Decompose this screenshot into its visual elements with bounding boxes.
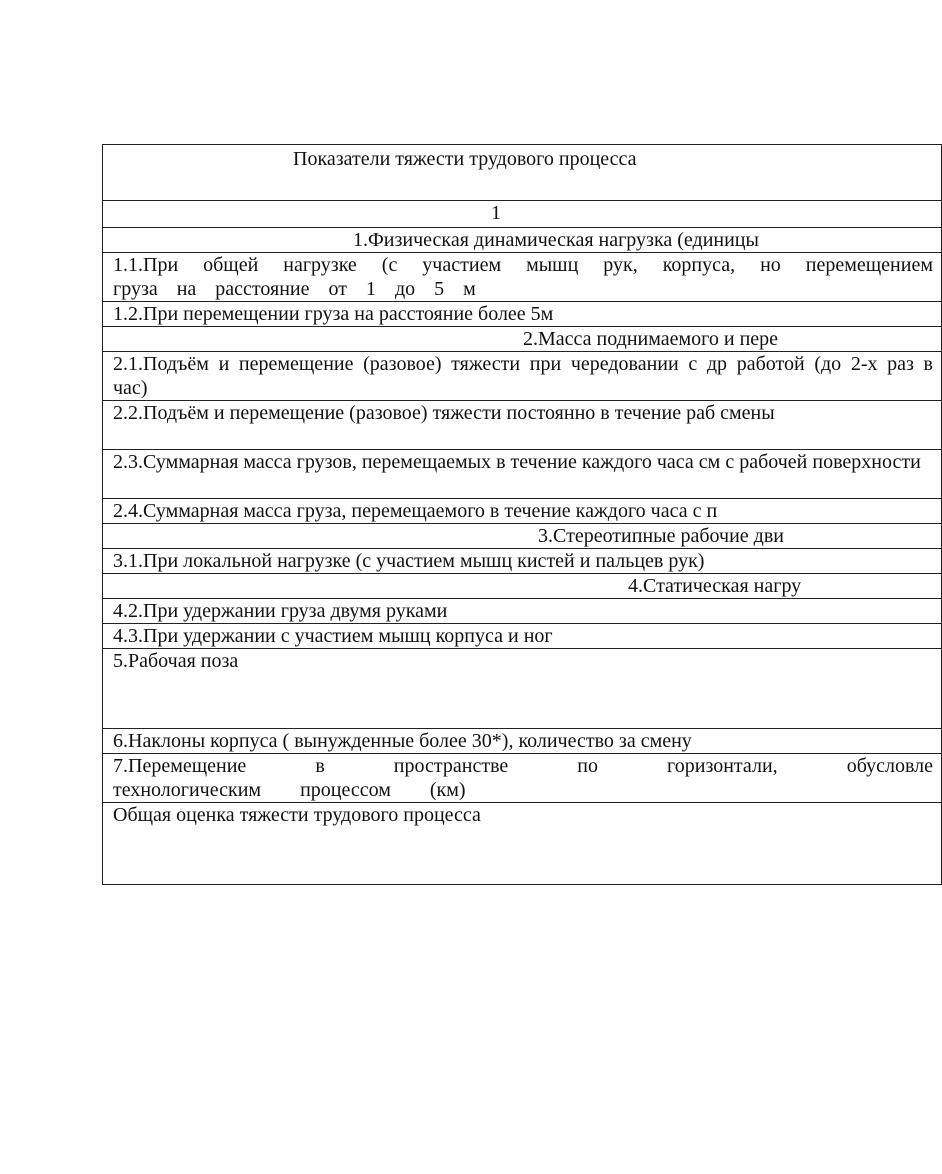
table-row [103,754,942,803]
table-row [103,803,942,885]
item-1-1: 1.1.При общей нагрузке (с участием мышц рук, корпуса, но перемещением груза на расстояние от 1 до 5 м [103,253,942,302]
table-title: Показатели тяжести трудового процесса [103,145,942,201]
item-horizontal-movement: 7.Перемещение в пространстве по горизонтали, обусловле технологическим процессом (км) [103,754,942,803]
table-row [103,401,942,450]
column-number: 1 [103,201,942,228]
category-stereotyped-movements: 3.Стереотипные рабочие дви [103,524,942,549]
table-row [103,524,942,549]
table-header-row [103,145,942,201]
item-2-4: 2.4.Суммарная масса груза, перемещаемого в течение каждого часа с п [103,499,942,524]
table-row [103,649,942,729]
column-number-row [103,201,942,228]
table-row [103,253,942,302]
table-row [103,450,942,499]
item-3-1: 3.1.При локальной нагрузке (с участием мышц кистей и пальцев рук) [103,549,942,574]
category-static-load: 4.Статическая нагру [103,574,942,599]
table-row [103,327,942,352]
table-row [103,302,942,327]
table-row [103,599,942,624]
item-working-posture: 5.Рабочая поза [103,649,942,729]
table-row [103,729,942,754]
item-4-2: 4.2.При удержании груза двумя руками [103,599,942,624]
item-2-3: 2.3.Суммарная масса грузов, перемещаемых в течение каждого часа см с рабочей поверхности [103,450,942,499]
item-overall-assessment: Общая оценка тяжести трудового процесса [103,803,942,885]
table-row [103,228,942,253]
category-lifted-mass: 2.Масса поднимаемого и пере [103,327,942,352]
item-2-2: 2.2.Подъём и перемещение (разовое) тяжести постоянно в течение раб смены [103,401,942,450]
item-body-bends: 6.Наклоны корпуса ( вынужденные более 30*), количество за смену [103,729,942,754]
table-row [103,574,942,599]
table-row [103,499,942,524]
table-row [103,549,942,574]
table-row [103,352,942,401]
item-2-1: 2.1.Подъём и перемещение (разовое) тяжести при чередовании с др работой (до 2-х раз в час) [103,352,942,401]
item-4-3: 4.3.При удержании с участием мышц корпуса и ног [103,624,942,649]
table-row [103,624,942,649]
labor-severity-table [102,144,942,885]
item-1-2: 1.2.При перемещении груза на расстояние более 5м [103,302,942,327]
category-dynamic-load: 1.Физическая динамическая нагрузка (единицы [103,228,942,253]
